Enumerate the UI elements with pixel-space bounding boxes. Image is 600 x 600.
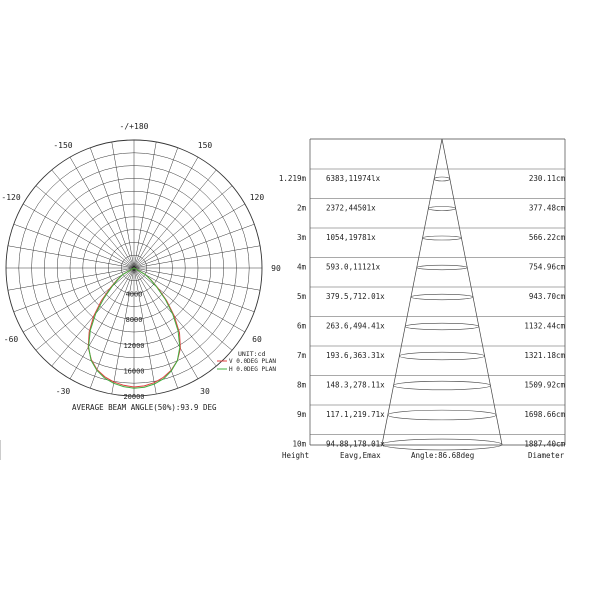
row-diameter: 754.96cm	[528, 262, 565, 272]
row-diameter: 377.48cm	[528, 203, 565, 213]
angle-label: -120	[1, 193, 21, 202]
row-diameter: 1698.66cm	[524, 410, 565, 419]
row-height: 4m	[296, 262, 306, 272]
cone-ellipse	[388, 410, 496, 420]
footer-diameter: Diameter	[528, 451, 565, 460]
cone-ellipse	[434, 177, 450, 181]
row-height: 9m	[296, 410, 306, 419]
radial-label: 8000	[125, 316, 143, 325]
row-height: 3m	[296, 233, 306, 242]
cone-ellipse	[417, 265, 467, 270]
cone-ellipse	[428, 207, 455, 211]
row-height: 6m	[296, 321, 306, 331]
row-diameter: 230.11cm	[528, 174, 565, 183]
radial-label: 16000	[123, 367, 145, 376]
row-height: 1.219m	[278, 174, 306, 183]
row-eavg-emax: 593.0,11121x	[326, 262, 381, 272]
cone-edge-right	[442, 139, 502, 445]
angle-label: -30	[55, 386, 71, 396]
row-height: 10m	[292, 439, 306, 449]
row-eavg-emax: 2372,44501x	[326, 203, 376, 213]
footer-eavg-emax: Eavg,Emax	[340, 451, 381, 460]
angle-label: 150	[197, 141, 213, 151]
cone-edge-left	[382, 139, 442, 445]
row-diameter: 1132.44cm	[524, 321, 565, 331]
angle-label: -150	[53, 141, 73, 151]
row-eavg-emax: 6383,11974lx	[326, 174, 381, 183]
row-diameter: 1321.18cm	[524, 351, 565, 360]
cone-ellipse	[423, 236, 462, 240]
angle-label: -/+180	[119, 122, 149, 131]
unit-label: UNIT:cd	[238, 350, 266, 358]
angle-label: 30	[200, 386, 210, 396]
angle-label: 90	[271, 264, 281, 273]
row-eavg-emax: 379.5,712.01x	[326, 292, 385, 301]
legend-entry: H 0.0DEG PLAN	[229, 366, 276, 373]
row-eavg-emax: 117.1,219.71x	[326, 410, 385, 419]
row-eavg-emax: 193.6,363.31x	[326, 351, 385, 360]
radial-label: 4000	[125, 290, 143, 299]
row-height: 8m	[296, 380, 306, 390]
row-height: 7m	[296, 351, 306, 360]
beam-angle-caption: AVERAGE BEAM ANGLE(50%):93.9 DEG	[72, 403, 217, 412]
radial-label: 12000	[123, 341, 145, 350]
angle-label: -60	[3, 335, 19, 344]
row-diameter: 1887.40cm	[524, 439, 565, 449]
radial-label: 0	[131, 265, 137, 273]
cone-ellipse	[394, 381, 491, 390]
row-eavg-emax: 94.88,178.01x	[326, 439, 385, 449]
edge-mark	[0, 440, 1, 460]
row-diameter: 1509.92cm	[524, 380, 565, 390]
row-eavg-emax: 1054,19781x	[326, 233, 376, 242]
row-diameter: 943.70cm	[528, 292, 565, 301]
footer-height: Height	[282, 451, 310, 460]
cone-ellipse	[382, 439, 502, 450]
angle-label: 120	[249, 193, 265, 202]
radial-label: 20000	[123, 393, 145, 401]
cone-ellipse	[399, 352, 484, 360]
row-eavg-emax: 263.6,494.41x	[326, 321, 385, 331]
cone-ellipse	[411, 294, 473, 300]
row-diameter: 566.22cm	[528, 233, 565, 242]
row-eavg-emax: 148.3,278.11x	[326, 380, 385, 390]
angle-label: 60	[252, 335, 262, 344]
cone-ellipse	[405, 323, 479, 330]
row-height: 5m	[296, 292, 306, 301]
footer-angle: Angle:86.68deg	[411, 451, 475, 460]
row-height: 2m	[296, 203, 306, 213]
legend-entry: V 0.0DEG PLAN	[229, 358, 276, 365]
